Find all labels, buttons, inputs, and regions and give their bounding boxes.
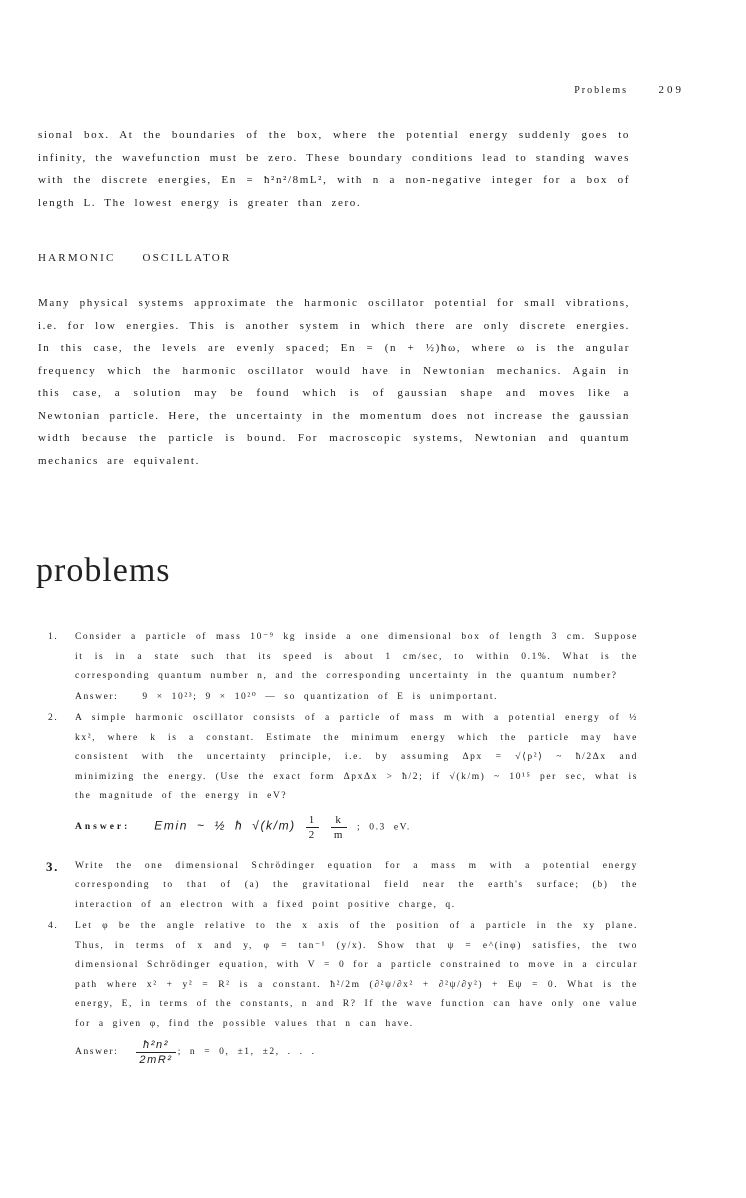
problem-text: Let φ be the angle relative to the x axis of the position of a particle in the xy plane. Thus, in terms of x and y, φ = tan⁻¹ (y/x). Show that ψ = e^(inφ) satisfies, the two dimensional Schrödinger equation, with V = 0 for a particle constrained to move in a circular path where x² + y² = R² is a constant. ħ²/2m (∂²ψ/∂x² + ∂²ψ/∂y²) + Eψ = 0. What is the energy, E, in terms of the constants, n and R? If the wave function can have only one value for a given φ, find the possible values that n can have. [75,921,638,1029]
running-header [574,84,684,96]
problem-list [38,628,638,1069]
problem-number: 4. [48,921,59,931]
problem-number: 2. [48,713,59,723]
answer-rest: ; n = 0, ±1, ±2, . . . [177,1046,316,1057]
answer-fraction [136,1038,175,1067]
problem-text: A simple harmonic oscillator consists of a particle of mass m with a potential energy of ½ kx², where k is a constant. Estimate the minimum energy which the particle may have consistent with the uncertainty principle, i.e. by assuming Δpx = √⟨p²⟩ ~ ħ/2Δx and minimizing the energy. (Use the exact form ΔpxΔx > ħ/2; if √(k/m) ~ 10¹⁵ per sec, what is the magnitude of the energy in eV? [75,713,638,801]
answer-label: Answer: [75,691,119,702]
box-paragraph [38,124,630,214]
problem-number: 1. [48,632,59,642]
fraction-denominator: 2mR² [139,1054,173,1066]
fraction-denominator: m [333,828,345,841]
heading-word-1: HARMONIC [38,252,116,264]
problem-answer [75,1038,638,1067]
problem-2 [38,709,638,855]
heading-word-2: OSCILLATOR [142,252,232,264]
fraction-numerator: ħ²n² [136,1038,175,1053]
problem-1 [38,628,638,707]
answer-text: 9 × 10²³; 9 × 10²⁰ — so quantization of E is unimportant. [142,691,499,702]
answer-value: ; 0.3 eV. [357,822,411,833]
section-heading-harmonic-oscillator [38,252,253,264]
problem-number: 3. [46,858,59,874]
problem-text: Write the one dimensional Schrödinger equation for a mass m with a potential energy corresponding to that of (a) the gravitational field near the earth's surface; (b) the interaction of an electron with a fixed point positive charge, q. [75,860,638,910]
fraction-one-half [306,813,319,842]
oscillator-paragraph-text: Many physical systems approximate the harmonic oscillator potential for small vibrations, i.e. for low energies. This is another system in which there are only discrete energies. In this case, the levels are evenly spaced; En = (n + ½)ħω, where ω is the angular frequency which the harmonic oscillator would have in Newtonian mechanics. Again in this case, a solution may be found which is of gaussian shape and moves like a Newtonian particle. Here, the uncertainty in the momentum does not increase the gaussian width because the particle is bound. For macroscopic systems, Newtonian and quantum mechanics are equivalent. [38,297,630,467]
problems-section-title: problems [36,552,171,589]
fraction-k-over-m [331,813,347,842]
page-number: 209 [658,84,684,96]
fraction-numerator: 1 [306,813,319,828]
answer-label: Answer: [75,1046,119,1057]
problem-4 [38,917,638,1067]
problem-answer [75,813,638,855]
fraction-denominator: 2 [308,828,316,841]
answer-label: Answer: [75,822,131,833]
oscillator-paragraph [38,292,630,472]
box-paragraph-text: sional box. At the boundaries of the box, where the potential energy suddenly goes to infinity, the wavefunction must be zero. These boundary conditions lead to standing waves with the discrete energies, En = ħ²n²/8mL², with n a non-negative integer for a box of length L. The lowest energy is greater than zero. [38,129,630,209]
problem-answer [75,688,638,708]
answer-formula: Emin ~ ½ ħ √(k/m) [154,818,296,833]
problem-text: Consider a particle of mass 10⁻⁹ kg inside a one dimensional box of length 3 cm. Suppose it is in a state such that its speed is about 1 cm/sec, to within 0.1%. What is the corresponding quantum number n, and the corresponding uncertainty in the quantum number? [75,632,638,681]
fraction-numerator: k [331,813,347,828]
running-title: Problems [574,85,628,96]
problem-3 [38,857,638,916]
